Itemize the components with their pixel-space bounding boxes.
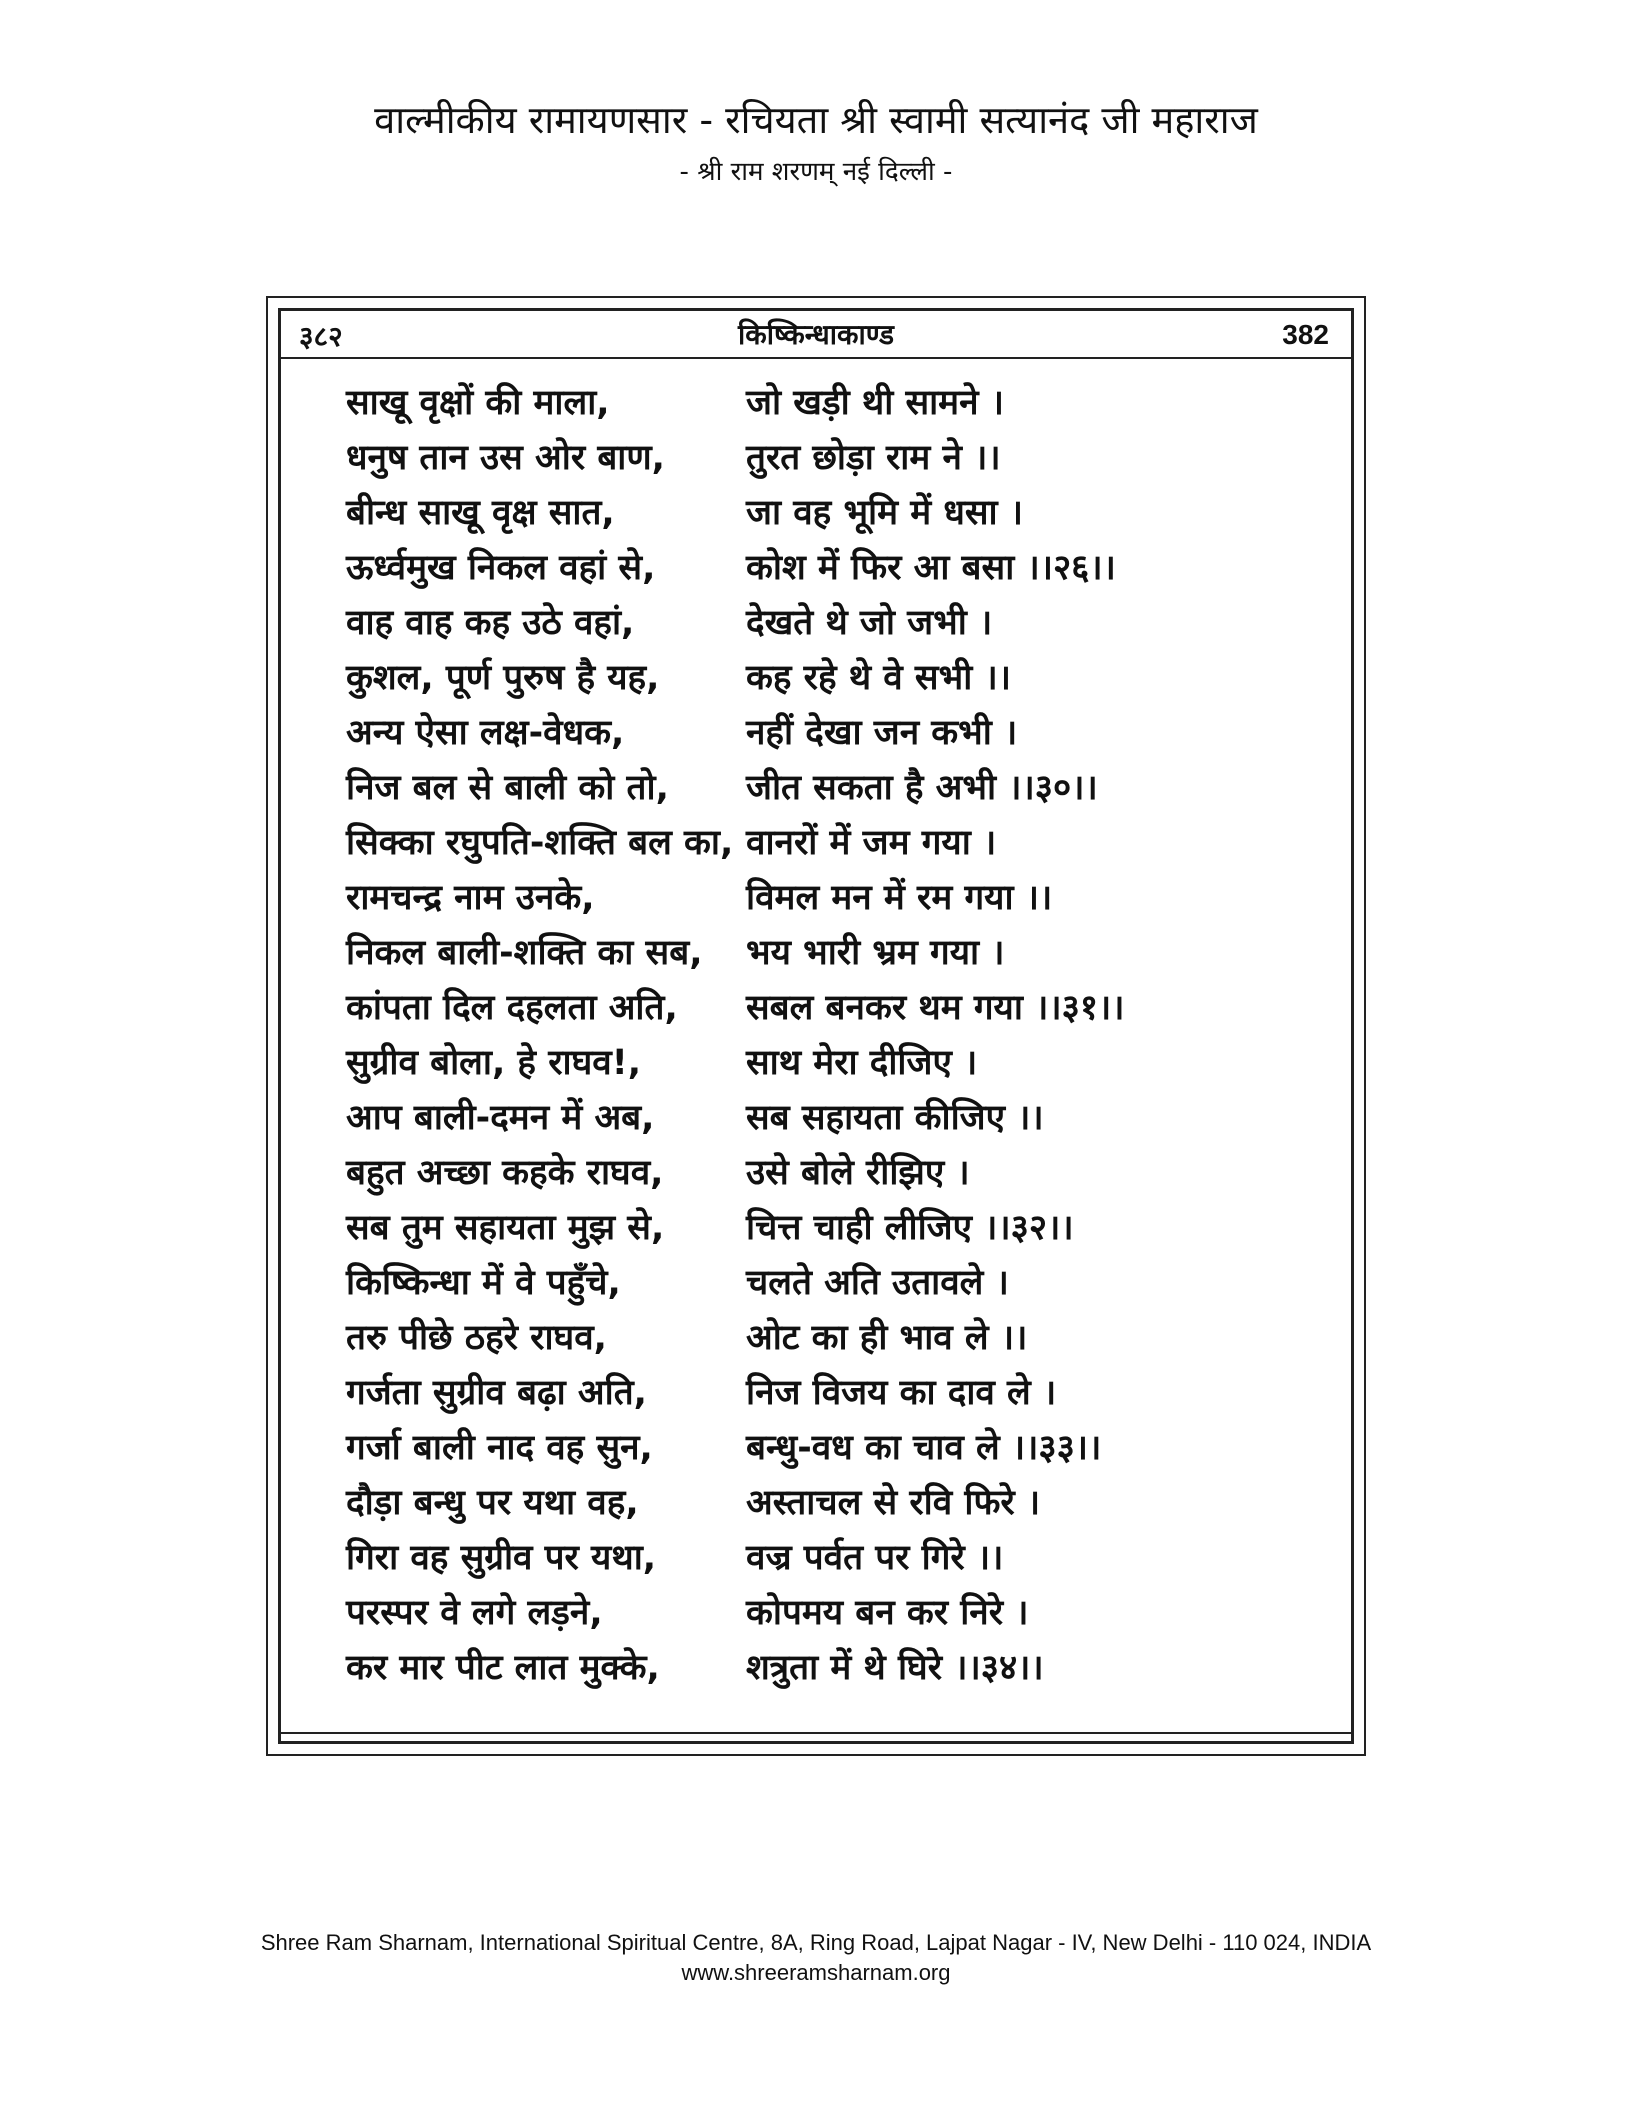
- verse-line: [346, 376, 1286, 431]
- verse-left: साखू वृक्षों की माला,: [346, 383, 610, 423]
- verse-right: उसे बोले रीझिए ।: [746, 1153, 970, 1193]
- verse-right: बन्धु-वध का चाव ले ।।३३।।: [746, 1428, 1102, 1468]
- verse-right: नहीं देखा जन कभी ।: [746, 713, 1018, 753]
- verse-right: तुरत छोड़ा राम ने ।।: [746, 438, 1001, 478]
- verse-left: दौड़ा बन्धु पर यथा वह,: [346, 1483, 639, 1523]
- verse-left: गिरा वह सुग्रीव पर यथा,: [346, 1538, 657, 1578]
- verse-right: कोश में फिर आ बसा ।।२६।।: [746, 548, 1116, 588]
- page-frame-bottom-rule: [278, 1732, 1354, 1744]
- footer-website: www.shreeramsharnam.org: [681, 1960, 951, 1985]
- verse-line: [346, 1201, 1286, 1256]
- verse-left: तरु पीछे ठहरे राघव,: [346, 1318, 607, 1358]
- verse-left: ऊर्ध्वमुख निकल वहां से,: [346, 548, 656, 588]
- verse-line: [346, 1531, 1286, 1586]
- verse-left: सिक्का रघुपति-शक्ति बल का,: [346, 823, 734, 863]
- document-header: [0, 96, 1632, 192]
- book-title: वाल्मीकीय रामायणसार - रचियता श्री स्वामी सत्यानंद जी महाराज: [374, 98, 1258, 142]
- verse-right: निज विजय का दाव ले ।: [746, 1373, 1057, 1413]
- verse-right: साथ मेरा दीजिए ।: [746, 1043, 978, 1083]
- verse-right: विमल मन में रम गया ।।: [746, 878, 1053, 918]
- verse-left: किष्किन्धा में वे पहुँचे,: [346, 1263, 621, 1303]
- verse-left: रामचन्द्र नाम उनके,: [346, 878, 595, 918]
- verse-line: [346, 1146, 1286, 1201]
- verse-right: जो खड़ी थी सामने ।: [746, 383, 1004, 423]
- document-footer: [0, 1928, 1632, 1988]
- verse-right: शत्रुता में थे घिरे ।।३४।।: [746, 1648, 1044, 1688]
- verse-line: [346, 981, 1286, 1036]
- verse-left: अन्य ऐसा लक्ष-वेधक,: [346, 713, 625, 753]
- verse-right: वानरों में जम गया ।: [746, 823, 997, 863]
- verse-right: जा वह भूमि में धसा ।: [746, 493, 1024, 533]
- kand-title: किष्किन्धाकाण्ड: [737, 318, 895, 351]
- verse-right: सबल बनकर थम गया ।।३१।।: [746, 988, 1125, 1028]
- verse-right: कोपमय बन कर निरे ।: [746, 1593, 1029, 1633]
- verse-right: चलते अति उतावले ।: [746, 1263, 1009, 1303]
- verse-right: अस्ताचल से रवि फिरे ।: [746, 1483, 1041, 1523]
- verse-right: चित्त चाही लीजिए ।।३२।।: [746, 1208, 1074, 1248]
- verse-left: परस्पर वे लगे लड़ने,: [346, 1593, 603, 1633]
- verse-line: [346, 541, 1286, 596]
- verse-left: बहुत अच्छा कहके राघव,: [346, 1153, 664, 1193]
- verse-line: [346, 816, 1286, 871]
- verse-left: कर मार पीट लात मुक्के,: [346, 1648, 660, 1688]
- verse-left: कांपता दिल दहलता अति,: [346, 988, 678, 1028]
- verse-right: सब सहायता कीजिए ।।: [746, 1098, 1044, 1138]
- verse-line: [346, 926, 1286, 981]
- verse-line: [346, 1476, 1286, 1531]
- verse-line: [346, 1421, 1286, 1476]
- page-number-devanagari: ३८२: [299, 320, 343, 353]
- verse-line: [346, 1256, 1286, 1311]
- page-heading-bar: [281, 311, 1351, 359]
- verse-left: गर्जता सुग्रीव बढ़ा अति,: [346, 1373, 647, 1413]
- page-frame: [266, 296, 1366, 1756]
- footer-address: Shree Ram Sharnam, International Spiritual Centre, 8A, Ring Road, Lajpat Nagar - IV, New Delhi - 110 024, INDIA: [260, 1930, 1372, 1955]
- verse-line: [346, 431, 1286, 486]
- verse-left: कुशल, पूर्ण पुरुष है यह,: [346, 658, 660, 698]
- verse-left: आप बाली-दमन में अब,: [346, 1098, 655, 1138]
- verse-line: [346, 651, 1286, 706]
- verse-right: जीत सकता है अभी ।।३०।।: [746, 768, 1098, 808]
- verse-line: [346, 1036, 1286, 1091]
- verse-line: [346, 596, 1286, 651]
- verse-right: वज्र पर्वत पर गिरे ।।: [746, 1538, 1004, 1578]
- verse-left: निकल बाली-शक्ति का सब,: [346, 933, 703, 973]
- verse-line: [346, 1311, 1286, 1366]
- verse-left: वाह वाह कह उठे वहां,: [346, 603, 635, 643]
- publisher-subtitle: - श्री राम शरणम् नई दिल्ली -: [679, 157, 953, 187]
- page-number: 382: [1282, 319, 1329, 350]
- verse-left: निज बल से बाली को तो,: [346, 768, 669, 808]
- verse-line: [346, 871, 1286, 926]
- verse-line: [346, 1091, 1286, 1146]
- verse-line: [346, 761, 1286, 816]
- verse-left: गर्जा बाली नाद वह सुन,: [346, 1428, 653, 1468]
- verse-line: [346, 1586, 1286, 1641]
- verse-block: [346, 376, 1286, 1696]
- verse-right: कह रहे थे वे सभी ।।: [746, 658, 1011, 698]
- verse-right: देखते थे जो जभी ।: [746, 603, 993, 643]
- verse-right: ओट का ही भाव ले ।।: [746, 1318, 1028, 1358]
- verse-left: बीन्ध साखू वृक्ष सात,: [346, 493, 615, 533]
- verse-left: सुग्रीव बोला, हे राघव!,: [346, 1043, 641, 1083]
- verse-left: सब तुम सहायता मुझ से,: [346, 1208, 665, 1248]
- verse-line: [346, 486, 1286, 541]
- verse-line: [346, 1641, 1286, 1696]
- verse-right: भय भारी भ्रम गया ।: [746, 933, 1005, 973]
- verse-line: [346, 706, 1286, 761]
- verse-line: [346, 1366, 1286, 1421]
- verse-left: धनुष तान उस ओर बाण,: [346, 438, 665, 478]
